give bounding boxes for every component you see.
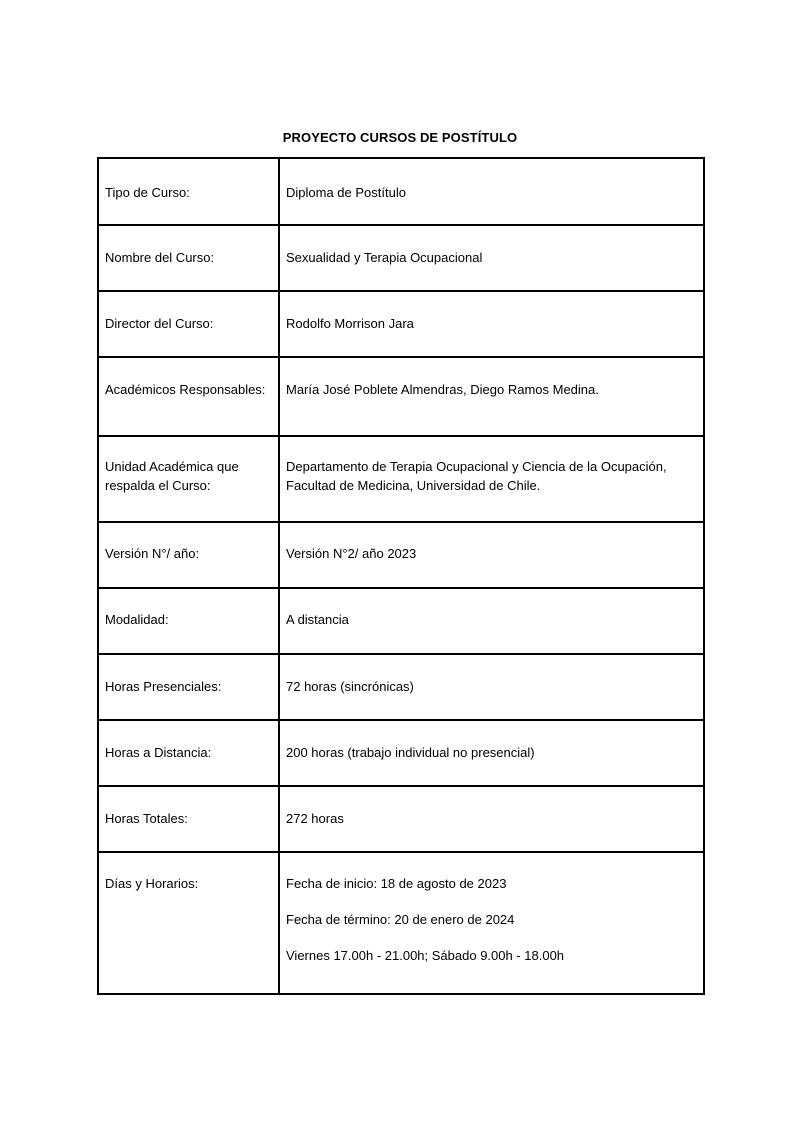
table-row — [98, 225, 704, 291]
schedule-line: Fecha de término: 20 de enero de 2024 — [286, 912, 515, 927]
table-row — [98, 720, 704, 786]
row-label: Horas Presenciales: — [98, 654, 279, 720]
page-title: PROYECTO CURSOS DE POSTÍTULO — [282, 130, 518, 145]
row-value: Rodolfo Morrison Jara — [279, 291, 704, 357]
row-value: A distancia — [279, 588, 704, 654]
table-row — [98, 852, 704, 994]
row-label: Tipo de Curso: — [98, 158, 279, 225]
row-label: Versión N°/ año: — [98, 522, 279, 588]
row-value: María José Poblete Almendras, Diego Ramos Medina. — [279, 357, 704, 436]
row-label: Académicos Responsables: — [98, 357, 279, 436]
row-value: Sexualidad y Terapia Ocupacional — [279, 225, 704, 291]
row-label: Horas a Distancia: — [98, 720, 279, 786]
row-label: Horas Totales: — [98, 786, 279, 852]
table-row — [98, 522, 704, 588]
table-row — [98, 588, 704, 654]
table-row — [98, 786, 704, 852]
table-row — [98, 158, 704, 225]
row-value: Diploma de Postítulo — [279, 158, 704, 225]
schedule-line: Fecha de inicio: 18 de agosto de 2023 — [286, 876, 507, 891]
row-label: Modalidad: — [98, 588, 279, 654]
schedule-line: Viernes 17.00h - 21.00h; Sábado 9.00h - 18.00h — [286, 948, 565, 963]
row-value: Departamento de Terapia Ocupacional y Ciencia de la Ocupación, Facultad de Medicina, Universidad de Chile. — [279, 436, 704, 522]
table-row — [98, 291, 704, 357]
row-value: 200 horas (trabajo individual no presencial) — [279, 720, 704, 786]
row-value: Versión N°2/ año 2023 — [279, 522, 704, 588]
row-label: Nombre del Curso: — [98, 225, 279, 291]
row-value — [279, 852, 704, 994]
row-label: Director del Curso: — [98, 291, 279, 357]
table-row — [98, 654, 704, 720]
row-label: Días y Horarios: — [98, 852, 279, 994]
table-row — [98, 357, 704, 436]
table-row — [98, 436, 704, 522]
course-info-table — [97, 157, 705, 995]
row-label: Unidad Académica que respalda el Curso: — [98, 436, 279, 522]
row-value: 272 horas — [279, 786, 704, 852]
row-value: 72 horas (sincrónicas) — [279, 654, 704, 720]
